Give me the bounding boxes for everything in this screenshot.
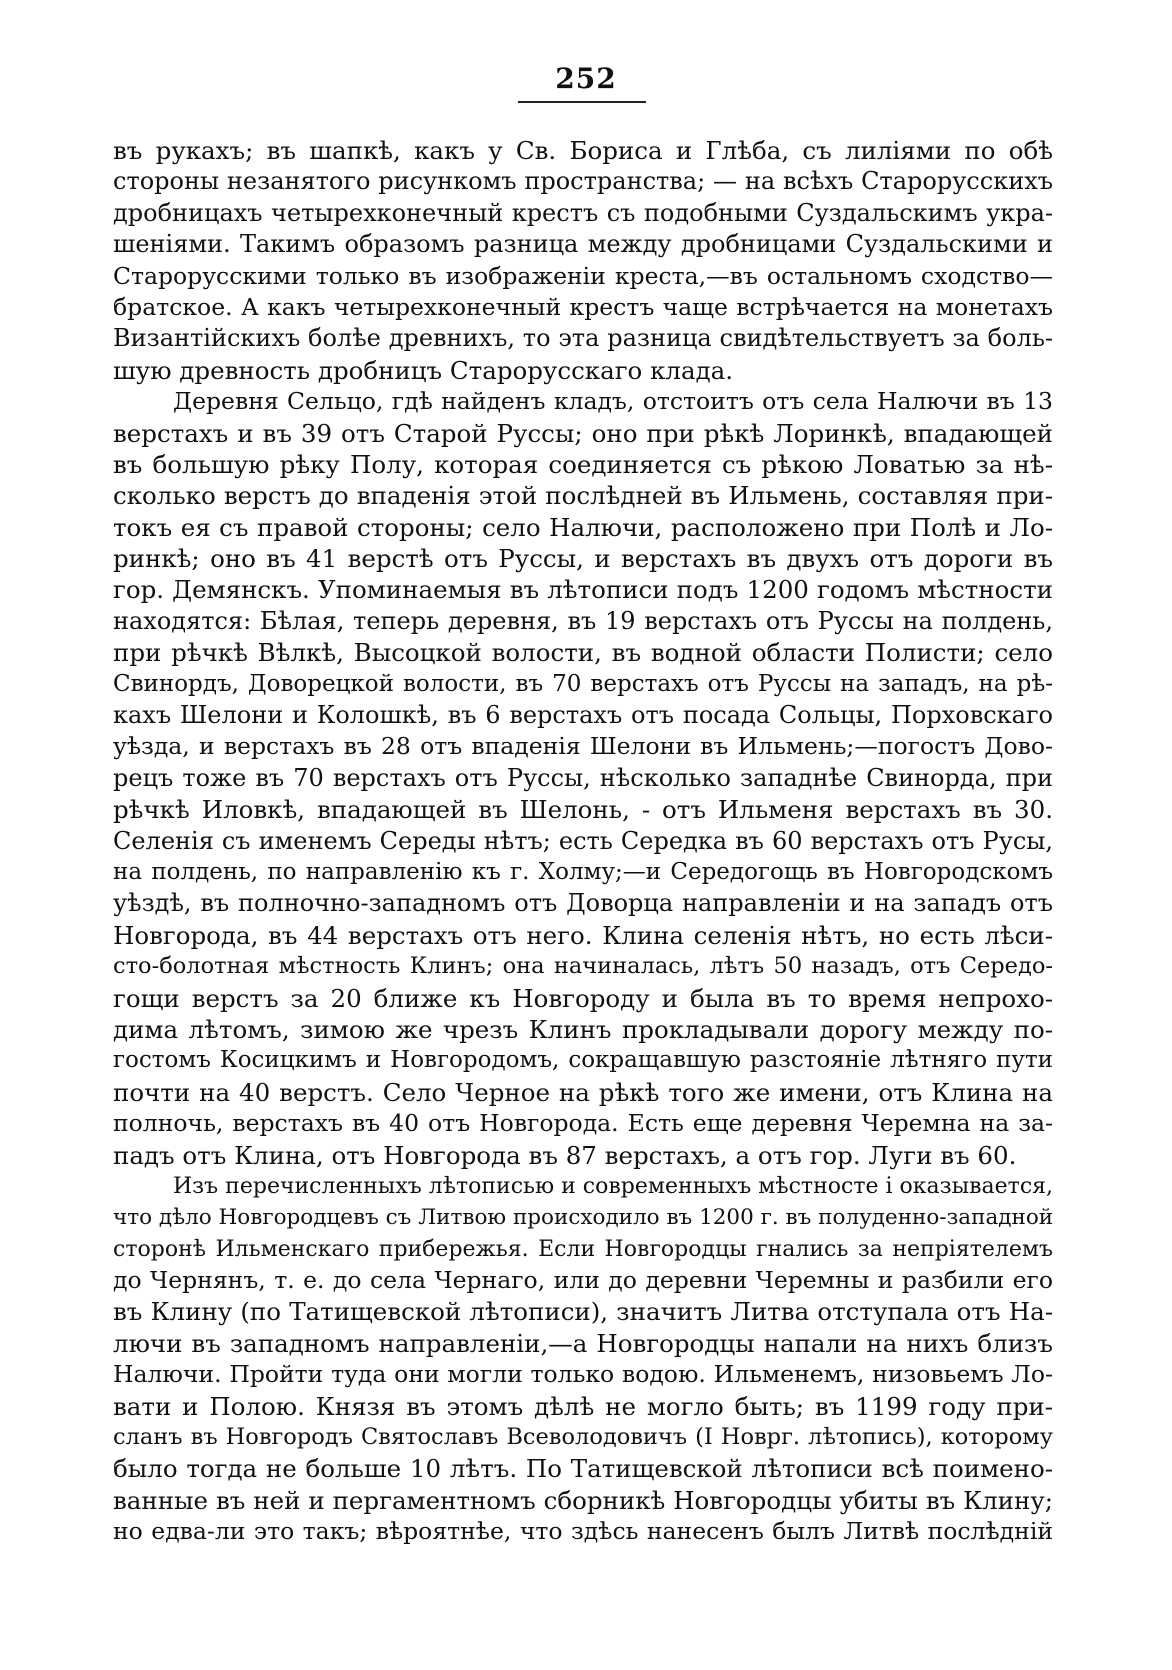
page-number: 252 (555, 62, 617, 95)
text-line: Свинордъ, Доворецкой волости, въ 70 верстахъ отъ Руссы на западъ, на рѣ- (113, 670, 1053, 697)
body-text (113, 135, 1053, 1548)
text-line: ринкѣ; оно въ 41 верстѣ отъ Руссы, и верстахъ въ двухъ отъ дороги въ (113, 544, 1053, 574)
text-line: уѣзда, и верстахъ въ 28 отъ впаденія Шелони въ Ильмень;—погостъ Дово- (113, 732, 1053, 761)
text-line: на полдень, по направленію къ г. Холму;—и Середогощь въ Новгородскомъ (113, 858, 1053, 885)
text-line: шую древность дробницъ Старорусскаго клада. (113, 355, 734, 385)
text-line: уѣздѣ, въ полночно-западномъ отъ Доворца направленіи и на западъ отъ (113, 889, 1053, 918)
text-line: Византійскихъ болѣе древнихъ, то эта разница свидѣтельствуетъ за боль- (113, 324, 1053, 353)
text-line: но едва-ли это такъ; вѣроятнѣе, что здѣсь нанесенъ былъ Литвѣ послѣдній (113, 1517, 1053, 1546)
text-line: дробницахъ четырехконечный крестъ съ подобными Суздальскимъ укра- (113, 198, 1053, 227)
text-line: Изъ перечисленныхъ лѣтописью и современныхъ мѣстносте i оказывается, (173, 1173, 1053, 1199)
text-line: въ Клину (по Татищевской лѣтописи), значитъ Литва отступала отъ На- (113, 1297, 1053, 1327)
text-line: Селенія съ именемъ Середы нѣтъ; есть Середка въ 60 верстахъ отъ Русы, (113, 826, 1053, 855)
paragraph (113, 1171, 1053, 1548)
text-line: было тогда не больше 10 лѣтъ. По Татищевской лѣтописи всѣ поимено- (113, 1454, 1053, 1484)
text-line: братское. А какъ четырехконечный крестъ чаще встрѣчается на монетахъ (113, 292, 1053, 321)
text-line: Деревня Сельцо, гдѣ найденъ кладъ, отстоитъ отъ села Налючи въ 13 (173, 387, 1053, 416)
text-line: почти на 40 верстъ. Село Черное на рѣкѣ того же имени, отъ Клина на (113, 1077, 1053, 1107)
text-line: гостомъ Косицкимъ и Новгородомъ, сокращавшую разстояніе лѣтняго пути (113, 1047, 1053, 1074)
text-line: при рѣчкѣ Вѣлкѣ, Высоцкой волости, въ водной области Полисти; село (113, 638, 1053, 668)
text-line: ванные въ ней и пергаментномъ сборникѣ Новгородцы убиты въ Клину; (113, 1485, 1053, 1515)
text-line: сколько верстъ до впаденія этой послѣдней въ Ильмень, составляя при- (113, 481, 1053, 511)
text-line: дима лѣтомъ, зимою же чрезъ Клинъ прокладывали дорогу между по- (113, 1014, 1053, 1044)
text-line: Новгорода, въ 44 верстахъ отъ него. Клина селенія нѣтъ, но есть лѣси- (113, 920, 1053, 950)
text-line: гор. Демянскъ. Упоминаемыя въ лѣтописи подъ 1200 годомъ мѣстности (113, 575, 1053, 605)
text-line: находятся: Бѣлая, теперь деревня, въ 19 верстахъ отъ Руссы на полдень, (113, 606, 1053, 635)
text-line: Налючи. Пройти туда они могли только водою. Ильменемъ, низовьемъ Ло- (113, 1360, 1053, 1389)
text-line: токъ ея съ правой стороны; село Налючи, расположено при Полѣ и Ло- (113, 512, 1053, 542)
text-line: вати и Полою. Князя въ этомъ дѣлѣ не могло быть; въ 1199 году при- (113, 1391, 1053, 1421)
header-rule (518, 101, 646, 103)
text-line: шеніями. Такимъ образомъ разница между дробницами Суздальскими и (113, 230, 1053, 259)
text-line: сланъ въ Новгородъ Святославъ Всеволодовичъ (I Новрг. лѣтопись), которому (113, 1424, 1053, 1451)
text-line: Старорусскими только въ изображеніи креста,—въ остальномъ сходство— (113, 261, 1053, 290)
text-line: полночь, верстахъ въ 40 отъ Новгорода. Есть еще деревня Черемна на за- (113, 1109, 1053, 1138)
paragraph (113, 135, 1053, 386)
text-line: падъ отъ Клина, отъ Новгорода въ 87 верстахъ, а отъ гор. Луги въ 60. (113, 1140, 1017, 1170)
text-line: кахъ Шелони и Колошкѣ, въ 6 верстахъ отъ посада Сольцы, Порховскаго (113, 701, 1053, 730)
text-line: до Чернянъ, т. е. до села Чернаго, или до деревни Черемны и разбили его (113, 1266, 1053, 1295)
text-line: гощи верстъ за 20 ближе къ Новгороду и была въ то время непрохо- (113, 983, 1053, 1013)
text-line: рѣчкѣ Иловкѣ, впадающей въ Шелонь, - отъ Ильменя верстахъ въ 30. (113, 795, 1053, 825)
text-line: сто-болотная мѣстность Клинъ; она начиналась, лѣтъ 50 назадъ, отъ Середо- (113, 953, 1053, 980)
text-line: рецъ тоже въ 70 верстахъ отъ Руссы, нѣсколько западнѣе Свинорда, при (113, 763, 1053, 792)
text-line: стороны незанятого рисункомъ пространства; — на всѣхъ Старорусскихъ (113, 167, 1053, 196)
paragraph (113, 386, 1053, 1171)
text-line: въ рукахъ; въ шапкѣ, какъ у Св. Бориса и Глѣба, съ лиліями по обѣ (113, 136, 1053, 165)
text-line: верстахъ и въ 39 отъ Старой Руссы; оно при рѣкѣ Лоринкѣ, впадающей (113, 418, 1053, 448)
text-line: что дѣло Новгородцевъ съ Литвою происходило въ 1200 г. въ полуденно-западной (113, 1205, 1053, 1231)
text-line: въ большую рѣку Полу, которая соединяется съ рѣкою Ловатью за нѣ- (113, 449, 1053, 479)
text-line: лючи въ западномъ направленіи,—а Новгородцы напали на нихъ близъ (113, 1328, 1053, 1358)
text-line: сторонѣ Ильменскаго прибережья. Если Новгородцы гнались за непріятелемъ (113, 1236, 1053, 1262)
